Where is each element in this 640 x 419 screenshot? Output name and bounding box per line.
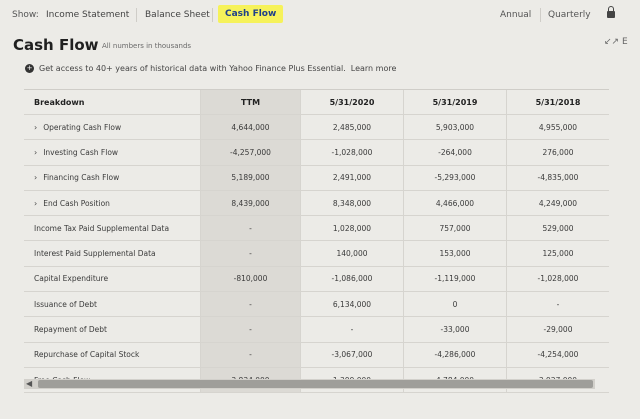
row-label — [24, 241, 200, 265]
column-header: 5/31/2018 — [506, 90, 609, 114]
show-label: Show: — [12, 10, 39, 20]
value-cell: -3,067,000 — [300, 343, 403, 367]
promo-banner — [25, 64, 396, 73]
value-cell: 757,000 — [403, 216, 506, 240]
tab-divider — [136, 8, 137, 22]
row-label — [24, 267, 200, 291]
expand-icon[interactable]: ↙↗ E — [604, 37, 628, 47]
table-row[interactable] — [24, 191, 609, 216]
value-cell: -4,257,000 — [200, 140, 300, 164]
row-label-text: Repurchase of Capital Stock — [34, 350, 140, 360]
value-cell: -1,028,000 — [300, 140, 403, 164]
table-row — [24, 241, 609, 266]
row-label[interactable] — [24, 166, 200, 190]
row-label-text: End Cash Position — [43, 198, 110, 208]
value-cell: 529,000 — [506, 216, 609, 240]
value-cell: 6,134,000 — [300, 292, 403, 316]
row-label[interactable] — [24, 191, 200, 215]
value-cell: -810,000 — [200, 267, 300, 291]
tab-income-statement[interactable]: Income Statement — [46, 10, 130, 20]
value-cell: - — [200, 216, 300, 240]
column-header: Breakdown — [34, 97, 85, 107]
column-header: TTM — [200, 90, 300, 114]
value-cell: 4,249,000 — [506, 191, 609, 215]
value-cell: 8,439,000 — [200, 191, 300, 215]
value-cell: -5,293,000 — [403, 166, 506, 190]
row-label-text: Repayment of Debt — [34, 325, 107, 335]
statement-nav — [0, 0, 640, 30]
row-label-text: Financing Cash Flow — [43, 173, 120, 183]
chevron-right-icon[interactable]: › — [34, 122, 38, 132]
value-cell: -4,254,000 — [506, 343, 609, 367]
chevron-right-icon[interactable]: › — [34, 173, 38, 183]
row-label-text: Income Tax Paid Supplemental Data — [34, 223, 170, 233]
value-cell: 276,000 — [506, 140, 609, 164]
value-cell: -1,119,000 — [403, 267, 506, 291]
value-cell: 5,903,000 — [403, 115, 506, 139]
value-cell: - — [300, 317, 403, 341]
value-cell: 8,348,000 — [300, 191, 403, 215]
tab-balance-sheet[interactable]: Balance Sheet — [145, 10, 210, 20]
column-header: 5/31/2019 — [403, 90, 506, 114]
row-label-text: Investing Cash Flow — [43, 147, 119, 157]
value-cell: 4,466,000 — [403, 191, 506, 215]
value-cell: -1,086,000 — [300, 267, 403, 291]
value-cell: 153,000 — [403, 241, 506, 265]
cash-flow-table — [24, 89, 609, 393]
table-row[interactable] — [24, 140, 609, 165]
units-note: All numbers in thousands — [102, 42, 192, 50]
value-cell: 1,028,000 — [300, 216, 403, 240]
scroll-thumb[interactable] — [38, 380, 593, 388]
table-header — [24, 90, 609, 115]
value-cell: - — [506, 292, 609, 316]
value-cell: -4,835,000 — [506, 166, 609, 190]
table-row — [24, 267, 609, 292]
row-label-text: Operating Cash Flow — [43, 122, 122, 132]
row-label-text: Interest Paid Supplemental Data — [34, 249, 156, 259]
value-cell: -264,000 — [403, 140, 506, 164]
lock-icon — [607, 11, 615, 18]
row-label[interactable] — [24, 115, 200, 139]
row-label-text: Capital Expenditure — [34, 274, 109, 284]
value-cell: 140,000 — [300, 241, 403, 265]
row-label — [24, 343, 200, 367]
value-cell: - — [200, 241, 300, 265]
value-cell: -33,000 — [403, 317, 506, 341]
plus-icon: + — [26, 64, 33, 72]
quarterly-toggle[interactable]: Quarterly — [548, 10, 591, 20]
row-label — [24, 216, 200, 240]
period-divider — [540, 8, 541, 22]
scroll-left-icon[interactable]: ◀ — [26, 379, 33, 388]
row-label-text: Issuance of Debt — [34, 299, 97, 309]
table-row — [24, 216, 609, 241]
table-row — [24, 343, 609, 368]
table-row[interactable] — [24, 166, 609, 191]
table-row — [24, 317, 609, 342]
value-cell: 0 — [403, 292, 506, 316]
value-cell: 5,189,000 — [200, 166, 300, 190]
promo-text: Get access to 40+ years of historical data with Yahoo Finance Plus Essential. — [39, 64, 346, 73]
value-cell: 2,485,000 — [300, 115, 403, 139]
tab-divider — [212, 8, 213, 22]
value-cell: - — [200, 317, 300, 341]
value-cell: -29,000 — [506, 317, 609, 341]
row-label — [24, 317, 200, 341]
annual-toggle[interactable]: Annual — [500, 10, 532, 20]
tab-cash-flow[interactable]: Cash Flow — [218, 5, 283, 23]
horizontal-scrollbar[interactable] — [24, 379, 595, 389]
row-label[interactable] — [24, 140, 200, 164]
learn-more-link[interactable]: Learn more — [350, 64, 397, 73]
value-cell: - — [200, 343, 300, 367]
value-cell: 4,955,000 — [506, 115, 609, 139]
row-label — [24, 292, 200, 316]
value-cell: - — [200, 292, 300, 316]
page-title: Cash Flow — [13, 36, 99, 54]
value-cell: -1,028,000 — [506, 267, 609, 291]
chevron-right-icon[interactable]: › — [34, 198, 38, 208]
value-cell: -4,286,000 — [403, 343, 506, 367]
column-header: 5/31/2020 — [300, 90, 403, 114]
chevron-right-icon[interactable]: › — [34, 147, 38, 157]
value-cell: 4,644,000 — [200, 115, 300, 139]
table-row[interactable] — [24, 115, 609, 140]
value-cell: 125,000 — [506, 241, 609, 265]
table-row — [24, 292, 609, 317]
value-cell: 2,491,000 — [300, 166, 403, 190]
